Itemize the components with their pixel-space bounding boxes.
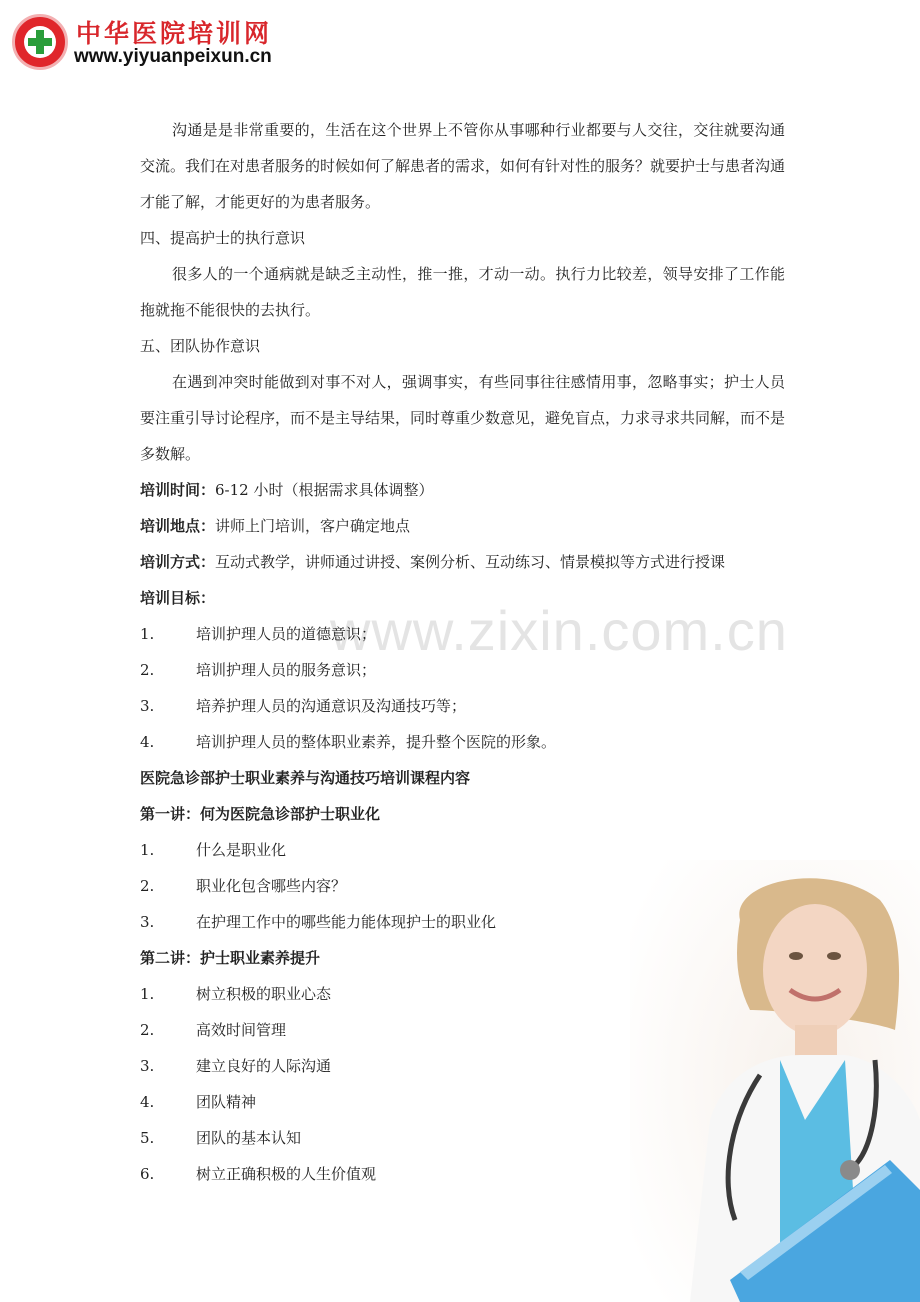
course-title: 医院急诊部护士职业素养与沟通技巧培训课程内容 [140, 769, 471, 787]
lecture-2-title: 第二讲：护士职业素养提升 [140, 949, 321, 967]
lecture-1-title: 第一讲：何为医院急诊部护士职业化 [140, 805, 381, 823]
watermark: www.zixin.com.cn [330, 599, 788, 662]
training-place [140, 508, 785, 544]
training-time [140, 472, 785, 508]
paragraph-execution: 很多人的一个通病就是缺乏主动性，推一推，才动一动。执行力比较差，领导安排了工作能拖就拖不能很快的去执行。 [140, 265, 785, 319]
list-item: 3. 建立良好的人际沟通 [140, 1057, 332, 1075]
list-item: 1. 树立积极的职业心态 [140, 985, 332, 1003]
training-method-label: 培训方式： [140, 553, 216, 571]
site-logo [12, 14, 312, 74]
list-item: 2. 职业化包含哪些内容？ [140, 877, 347, 895]
training-place-value: 讲师上门培训，客户确定地点 [215, 517, 411, 535]
list-item: 1. 什么是职业化 [140, 841, 287, 859]
hospital-cross-icon [12, 14, 68, 70]
document-body [140, 112, 785, 1192]
paragraph-communication: 沟通是是非常重要的，生活在这个世界上不管你从事哪种行业都要与人交往，交往就要沟通交流。我们在对患者服务的时候如何了解患者的需求，如何有针对性的服务？就要护士与患者沟通才能了解，才能更好的为患者服务。 [140, 121, 786, 211]
heading-teamwork: 五、团队协作意识 [140, 337, 261, 355]
training-method-value: 互动式教学，讲师通过讲授、案例分析、互动练习、情景模拟等方式进行授课 [215, 553, 726, 571]
site-title: 中华医院培训网 [76, 19, 273, 48]
list-item: 2. 高效时间管理 [140, 1021, 287, 1039]
list-item: 6. 树立正确积极的人生价值观 [140, 1165, 377, 1183]
list-item: 4. 培训护理人员的整体职业素养，提升整个医院的形象。 [140, 733, 557, 751]
site-url: www.yiyuanpeixun.cn [74, 46, 272, 67]
training-time-label: 培训时间： [140, 481, 216, 499]
list-item: 2. 培训护理人员的服务意识； [140, 661, 377, 679]
training-method [140, 544, 785, 580]
training-place-label: 培训地点： [140, 517, 216, 535]
list-item: 3. 培养护理人员的沟通意识及沟通技巧等； [140, 697, 467, 715]
list-item: 3. 在护理工作中的哪些能力能体现护士的职业化 [140, 913, 497, 931]
list-item: 1. 培训护理人员的道德意识； [140, 625, 377, 643]
paragraph-teamwork: 在遇到冲突时能做到对事不对人，强调事实，有些同事往往感情用事，忽略事实；护士人员要注重引导讨论程序，而不是主导结果，同时尊重少数意见，避免盲点，力求寻求共同解，而不是多数解。 [140, 373, 786, 463]
heading-execution: 四、提高护士的执行意识 [140, 229, 306, 247]
list-item: 5. 团队的基本认知 [140, 1129, 302, 1147]
training-goal-label: 培训目标： [140, 589, 216, 607]
list-item: 4. 团队精神 [140, 1093, 257, 1111]
training-time-value: 6-12 小时（根据需求具体调整） [215, 481, 434, 499]
